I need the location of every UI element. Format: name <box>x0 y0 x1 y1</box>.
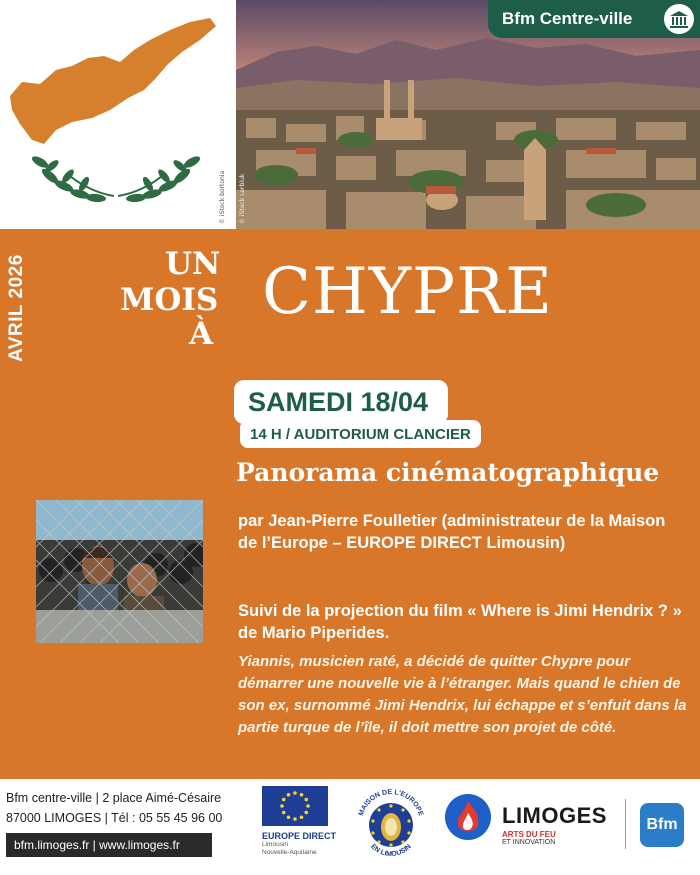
eu-star <box>280 804 284 808</box>
un-label: UN <box>165 246 221 282</box>
eu-star <box>300 793 304 797</box>
library-icon <box>664 4 694 34</box>
vertical-date: AVRIL 2026 <box>6 254 27 362</box>
photo-credit: © iStock Lerbluk <box>239 173 246 224</box>
eu-star <box>304 798 308 802</box>
europe-direct-sub2: Nouvelle-Aquitaine <box>262 849 317 856</box>
limoges-sub1: ARTS DU FEU <box>502 830 556 839</box>
maison-europe-logo <box>354 785 428 868</box>
eu-star <box>282 798 286 802</box>
europe-direct-sub1: Limousin <box>262 841 289 848</box>
eu-star <box>304 811 308 815</box>
film-screening-text: Suivi de la projection du film « Where is Jimi Hendrix ? » de Mario Piperides. <box>238 602 682 642</box>
eu-star <box>287 793 291 797</box>
film-synopsis: Yiannis, musicien raté, a décidé de quitter Chypre pour démarrer une nouvelle vie à l’étranger. Mais quand le chien de son ex, surnommé Jimi Hendrix, lui échappe et s’enfuit dans la partie turque de l’île, il doit mettre son projet de côté. <box>238 653 687 736</box>
cyprus-flag <box>0 0 231 229</box>
badge-label: Bfm Centre-ville <box>502 9 633 28</box>
eu-star <box>293 791 297 795</box>
eu-star <box>306 804 310 808</box>
eu-star <box>287 815 291 819</box>
europe-direct-logo <box>262 786 336 857</box>
mois-label: MOIS <box>120 282 219 318</box>
websites-bar[interactable]: bfm.limoges.fr | www.limoges.fr <box>6 833 212 857</box>
cyprus-flag-icon <box>0 0 231 229</box>
bfm-logo: Bfm <box>640 803 684 847</box>
eu-stars-logo <box>262 786 328 826</box>
event-title: Panorama cinématographique <box>236 458 660 487</box>
limoges-sub2: ET INNOVATION <box>502 839 556 846</box>
footer-divider <box>625 799 626 849</box>
limoges-label: LIMOGES <box>502 803 607 828</box>
date-badge: SAMEDI 18/04 <box>234 380 448 424</box>
address-line-1: Bfm centre-ville | 2 place Aimé-Césaire <box>6 791 222 805</box>
time-place-badge: 14 H / AUDITORIUM CLANCIER <box>240 420 481 448</box>
a-label: À <box>189 316 214 352</box>
film-still-image <box>36 500 203 643</box>
address-line-2: 87000 LIMOGES | Tél : 05 55 45 96 00 <box>6 811 223 825</box>
eu-star <box>282 811 286 815</box>
eu-star <box>293 817 297 821</box>
flag-credit: © iStock bortonia <box>219 170 226 224</box>
speaker-byline: par Jean-Pierre Foulletier (administrateur de la Maison de l’Europe – EUROPE DIRECT Limousin) <box>238 512 666 552</box>
maison-europe-top: MAISON DE L'EUROPE <box>357 788 425 817</box>
limoges-flame-logo <box>444 793 492 846</box>
bfm-centre-ville-badge <box>488 0 700 38</box>
eu-star <box>300 815 304 819</box>
page-title: CHYPRE <box>262 255 553 329</box>
europe-direct-label: EUROPE DIRECT <box>262 831 337 841</box>
maison-europe-bottom: EN LIMOUSIN <box>369 843 413 859</box>
